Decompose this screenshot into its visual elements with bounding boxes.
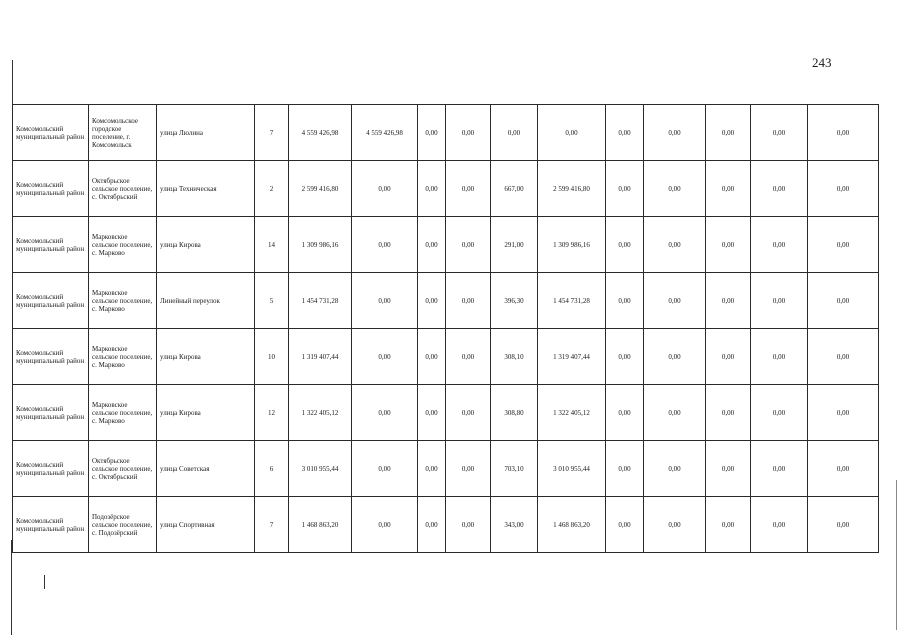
value-cell: 0,00	[606, 217, 644, 273]
value-cell: 1 309 986,16	[538, 217, 606, 273]
area-cell: 667,00	[491, 161, 538, 217]
street-cell: улица Люлина	[157, 105, 255, 161]
area-cell: 308,80	[491, 385, 538, 441]
value-cell: 0,00	[808, 441, 879, 497]
district-cell: Комсомольский муниципальный район	[13, 329, 89, 385]
value-cell: 0,00	[446, 385, 491, 441]
value-cell: 0,00	[606, 105, 644, 161]
value-cell: 0,00	[446, 273, 491, 329]
settlement-cell: Октябрьское сельское поселение, с. Октябрьский	[89, 441, 157, 497]
area-cell: 343,00	[491, 497, 538, 553]
value-cell: 0,00	[606, 441, 644, 497]
house-number-cell: 12	[255, 385, 289, 441]
settlement-cell: Марковское сельское поселение, с. Марково	[89, 385, 157, 441]
district-cell: Комсомольский муниципальный район	[13, 105, 89, 161]
area-cell: 396,30	[491, 273, 538, 329]
value-cell: 0,00	[808, 273, 879, 329]
table-row	[13, 385, 879, 441]
value-cell: 0,00	[808, 497, 879, 553]
table-row	[13, 497, 879, 553]
value-cell: 0,00	[808, 217, 879, 273]
value-cell: 0,00	[446, 161, 491, 217]
value-cell: 1 468 863,20	[538, 497, 606, 553]
value-cell: 0,00	[751, 385, 808, 441]
house-number-cell: 5	[255, 273, 289, 329]
table-row	[13, 329, 879, 385]
value-cell: 0,00	[352, 161, 418, 217]
value-cell: 0,00	[352, 217, 418, 273]
value-cell: 0,00	[352, 329, 418, 385]
value-cell: 0,00	[751, 441, 808, 497]
house-number-cell: 14	[255, 217, 289, 273]
value-cell: 0,00	[352, 497, 418, 553]
value-cell: 0,00	[706, 329, 751, 385]
value-cell: 0,00	[606, 329, 644, 385]
value-cell: 0,00	[446, 441, 491, 497]
value-cell: 0,00	[418, 441, 446, 497]
value-cell: 0,00	[418, 329, 446, 385]
area-cell: 308,10	[491, 329, 538, 385]
settlement-cell: Комсомольское городское поселение, г. Комсомольск	[89, 105, 157, 161]
value-cell: 4 559 426,98	[352, 105, 418, 161]
value-cell: 0,00	[446, 105, 491, 161]
value-cell: 0,00	[706, 497, 751, 553]
total-cost-cell: 4 559 426,98	[289, 105, 352, 161]
district-cell: Комсомольский муниципальный район	[13, 441, 89, 497]
value-cell: 0,00	[644, 329, 706, 385]
value-cell: 0,00	[418, 385, 446, 441]
value-cell: 0,00	[446, 217, 491, 273]
value-cell: 0,00	[644, 273, 706, 329]
area-cell: 703,10	[491, 441, 538, 497]
house-number-cell: 2	[255, 161, 289, 217]
value-cell: 0,00	[538, 105, 606, 161]
value-cell: 0,00	[644, 385, 706, 441]
value-cell: 0,00	[751, 497, 808, 553]
value-cell: 0,00	[751, 273, 808, 329]
total-cost-cell: 1 319 407,44	[289, 329, 352, 385]
value-cell: 0,00	[706, 161, 751, 217]
page-number: 243	[812, 55, 832, 70]
table-row	[13, 273, 879, 329]
value-cell: 0,00	[446, 497, 491, 553]
district-cell: Комсомольский муниципальный район	[13, 385, 89, 441]
district-cell: Комсомольский муниципальный район	[13, 497, 89, 553]
table-row	[13, 217, 879, 273]
value-cell: 0,00	[706, 441, 751, 497]
value-cell: 0,00	[446, 329, 491, 385]
value-cell: 1 454 731,28	[538, 273, 606, 329]
value-cell: 0,00	[808, 385, 879, 441]
value-cell: 0,00	[644, 161, 706, 217]
house-number-cell: 10	[255, 329, 289, 385]
street-cell: улица Спортивная	[157, 497, 255, 553]
value-cell: 0,00	[418, 273, 446, 329]
value-cell: 0,00	[706, 273, 751, 329]
value-cell: 0,00	[808, 105, 879, 161]
value-cell: 0,00	[352, 273, 418, 329]
table-row	[13, 161, 879, 217]
street-cell: улица Кирова	[157, 385, 255, 441]
street-cell: улица Кирова	[157, 329, 255, 385]
value-cell: 0,00	[706, 385, 751, 441]
value-cell: 0,00	[352, 385, 418, 441]
settlement-cell: Марковское сельское поселение, с. Марково	[89, 217, 157, 273]
street-cell: улица Техническая	[157, 161, 255, 217]
street-cell: улица Советская	[157, 441, 255, 497]
area-cell: 291,00	[491, 217, 538, 273]
scan-mark	[12, 60, 13, 104]
value-cell: 0,00	[706, 217, 751, 273]
value-cell: 0,00	[418, 497, 446, 553]
scan-mark	[11, 540, 12, 635]
settlement-cell: Октябрьское сельское поселение, с. Октябрьский	[89, 161, 157, 217]
total-cost-cell: 1 322 405,12	[289, 385, 352, 441]
value-cell: 0,00	[352, 441, 418, 497]
settlement-cell: Марковское сельское поселение, с. Марково	[89, 329, 157, 385]
value-cell: 0,00	[418, 217, 446, 273]
value-cell: 0,00	[644, 441, 706, 497]
value-cell: 0,00	[751, 105, 808, 161]
value-cell: 1 322 405,12	[538, 385, 606, 441]
value-cell: 2 599 416,80	[538, 161, 606, 217]
value-cell: 0,00	[606, 497, 644, 553]
value-cell: 0,00	[808, 161, 879, 217]
scan-mark	[44, 575, 45, 589]
value-cell: 0,00	[808, 329, 879, 385]
settlement-cell: Марковское сельское поселение, с. Марково	[89, 273, 157, 329]
district-cell: Комсомольский муниципальный район	[13, 161, 89, 217]
total-cost-cell: 1 468 863,20	[289, 497, 352, 553]
street-cell: улица Кирова	[157, 217, 255, 273]
value-cell: 0,00	[418, 105, 446, 161]
value-cell: 3 010 955,44	[538, 441, 606, 497]
value-cell: 0,00	[644, 217, 706, 273]
district-cell: Комсомольский муниципальный район	[13, 273, 89, 329]
total-cost-cell: 3 010 955,44	[289, 441, 352, 497]
district-cell: Комсомольский муниципальный район	[13, 217, 89, 273]
street-cell: Линейный переулок	[157, 273, 255, 329]
value-cell: 0,00	[751, 217, 808, 273]
value-cell: 0,00	[606, 273, 644, 329]
value-cell: 0,00	[418, 161, 446, 217]
total-cost-cell: 1 309 986,16	[289, 217, 352, 273]
value-cell: 0,00	[751, 329, 808, 385]
value-cell: 0,00	[706, 105, 751, 161]
table-row	[13, 105, 879, 161]
house-number-cell: 6	[255, 441, 289, 497]
value-cell: 0,00	[644, 105, 706, 161]
house-number-cell: 7	[255, 497, 289, 553]
value-cell: 0,00	[644, 497, 706, 553]
value-cell: 0,00	[606, 161, 644, 217]
housing-registry-table	[12, 104, 879, 553]
total-cost-cell: 1 454 731,28	[289, 273, 352, 329]
value-cell: 0,00	[751, 161, 808, 217]
house-number-cell: 7	[255, 105, 289, 161]
value-cell: 0,00	[606, 385, 644, 441]
value-cell: 1 319 407,44	[538, 329, 606, 385]
total-cost-cell: 2 599 416,80	[289, 161, 352, 217]
settlement-cell: Подозёрское сельское поселение, с. Подозёрский	[89, 497, 157, 553]
area-cell: 0,00	[491, 105, 538, 161]
table-row	[13, 441, 879, 497]
scan-mark	[896, 480, 897, 630]
